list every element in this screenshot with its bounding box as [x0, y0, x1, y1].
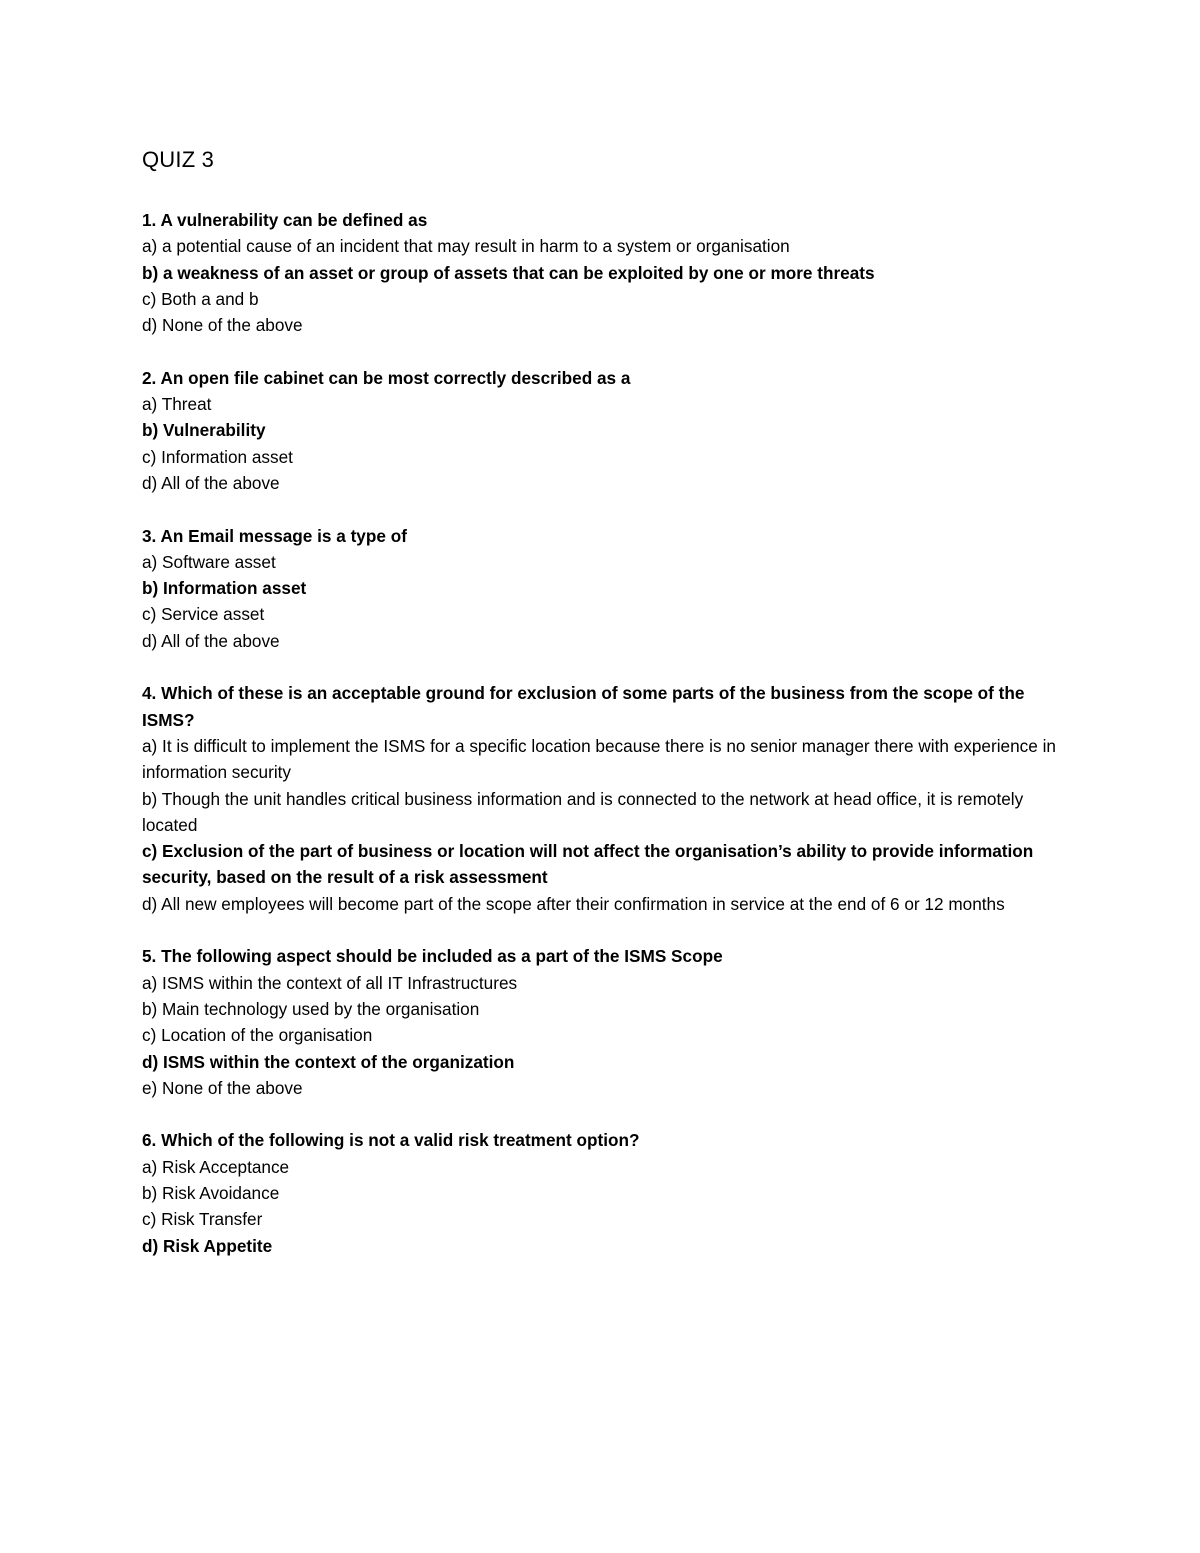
answer-option: a) ISMS within the context of all IT Infrastructures [142, 972, 518, 993]
question-stem: 5. The following aspect should be included as a part of the ISMS Scope [142, 946, 723, 967]
question-2 [142, 365, 1057, 496]
question-1 [142, 207, 1057, 338]
answer-option: b) Though the unit handles critical business information and is connected to the network at head office, it is remotely located [142, 788, 1024, 835]
answer-option: c) Location of the organisation [142, 1025, 373, 1046]
answer-option: d) All of the above [142, 630, 280, 651]
answer-option-correct: d) ISMS within the context of the organization [142, 1051, 515, 1072]
answer-option: b) Risk Avoidance [142, 1182, 280, 1203]
answer-option-correct: b) a weakness of an asset or group of assets that can be exploited by one or more threats [142, 262, 875, 283]
answer-option: b) Main technology used by the organisation [142, 998, 480, 1019]
answer-option-correct: b) Information asset [142, 578, 307, 599]
answer-option: a) It is difficult to implement the ISMS for a specific location because there is no senior manager there with experience in information security [142, 735, 1056, 783]
question-4 [142, 680, 1057, 917]
answer-option: d) All of the above [142, 472, 280, 493]
question-3 [142, 523, 1057, 654]
answer-option: a) Threat [142, 394, 212, 415]
question-stem: 6. Which of the following is not a valid risk treatment option? [142, 1130, 640, 1151]
answer-option: a) Software asset [142, 551, 276, 572]
answer-option-correct: b) Vulnerability [142, 420, 266, 441]
answer-option-correct: c) Exclusion of the part of business or location will not affect the organisation’s ability to provide information security, based on the result of a risk assessment [142, 841, 1034, 888]
answer-option: c) Information asset [142, 446, 293, 467]
question-stem: 4. Which of these is an acceptable ground for exclusion of some parts of the business from the scope of the ISMS? [142, 683, 1025, 730]
question-5 [142, 943, 1057, 1101]
quiz-content [142, 207, 1057, 1285]
answer-option: e) None of the above [142, 1077, 303, 1098]
question-stem: 1. A vulnerability can be defined as [142, 210, 428, 230]
page-title: QUIZ 3 [142, 147, 215, 172]
answer-option: c) Risk Transfer [142, 1209, 263, 1230]
question-stem: 3. An Email message is a type of [142, 525, 407, 546]
answer-option: c) Service asset [142, 604, 265, 625]
question-6 [142, 1127, 1057, 1258]
answer-option: a) Risk Acceptance [142, 1156, 290, 1177]
question-stem: 2. An open file cabinet can be most correctly described as a [142, 367, 631, 388]
answer-option: d) All new employees will become part of the scope after their confirmation in service at the end of 6 or 12 months [142, 893, 1005, 914]
answer-option-correct: d) Risk Appetite [142, 1235, 273, 1256]
answer-option: d) None of the above [142, 315, 303, 336]
answer-option: c) Both a and b [142, 288, 259, 309]
answer-option: a) a potential cause of an incident that may result in harm to a system or organisation [142, 236, 790, 257]
